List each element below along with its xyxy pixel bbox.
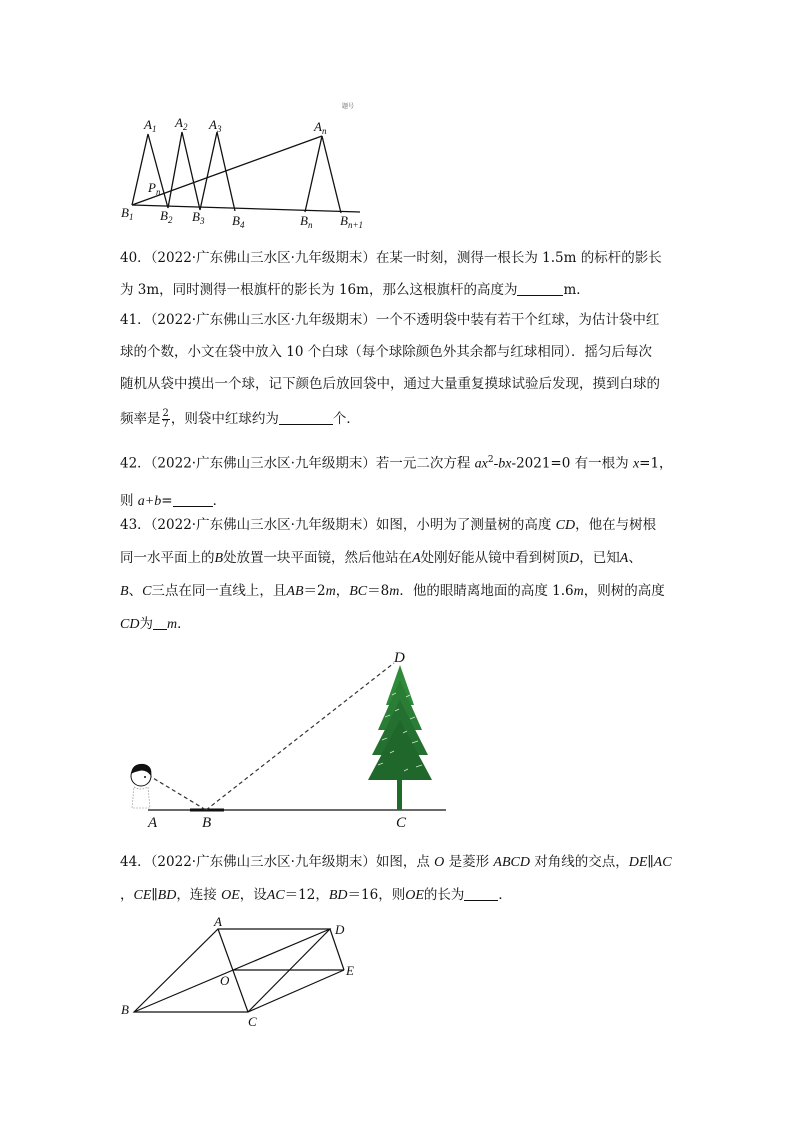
segment-ce bbox=[248, 970, 344, 1012]
q43-line1: 43．（2022·广东佛山三水区·九年级期末）如图，小明为了测量树的高度 CD，他在与树根 bbox=[120, 517, 657, 533]
answer-blank[interactable] bbox=[279, 410, 333, 425]
triangle-n bbox=[305, 136, 341, 213]
q42-line2: 则 a+b= ． bbox=[120, 492, 227, 509]
q43-line4: CD为 m． bbox=[120, 616, 191, 632]
q44-line1: 44．（2022·广东佛山三水区·九年级期末）如图，点 O 是菱形 ABCD 对角线的交点，DE∥AC bbox=[120, 854, 672, 870]
figure-tree-mirror bbox=[120, 645, 460, 830]
figure-rhombus bbox=[118, 915, 368, 1030]
question-40 bbox=[120, 242, 680, 306]
q41-line4: 频率是 $\frac{2}{7}$ ，则袋中红球约为 个． bbox=[120, 408, 360, 430]
label-b: B bbox=[202, 815, 212, 831]
label-b: B bbox=[121, 1002, 129, 1017]
fraction: $\frac{2}{7}$ bbox=[162, 408, 169, 430]
q42-line1: 42．（2022·广东佛山三水区·九年级期末）若一元二次方程 $ax^2-bx-2021=0$ 有一根为 x=1， bbox=[120, 455, 673, 472]
label-e: E bbox=[346, 963, 354, 978]
label-an: $A_n$ bbox=[314, 119, 327, 136]
tree-figure bbox=[368, 665, 432, 810]
q40-line1: 40．（2022·广东佛山三水区·九年级期末）在某一时刻，测得一根长为 1.5m 的标杆的影长 bbox=[120, 250, 662, 266]
label-d: D bbox=[335, 922, 345, 937]
label-b3: $B_3$ bbox=[192, 209, 205, 226]
zigzag-lines bbox=[132, 132, 360, 213]
label-a3: $A_3$ bbox=[209, 117, 222, 134]
q40-line2: 为 3m，同时测得一根旗杆的影长为 16m，那么这根旗杆的高度为 m． bbox=[120, 282, 590, 298]
label-o: O bbox=[220, 973, 230, 988]
q41-line1: 41．（2022·广东佛山三水区·九年级期末）一个不透明袋中装有若干个红球，为估计袋中红 bbox=[120, 312, 660, 328]
q44-line2: ，CE∥BD，连接 OE，设AC＝12，BD＝16，则OE的长为 ． bbox=[120, 887, 512, 903]
label-bn1: $B_{n+1}$ bbox=[340, 213, 364, 230]
diagonal-line bbox=[132, 136, 322, 205]
label-a2: $A_2$ bbox=[175, 115, 188, 132]
answer-blank[interactable] bbox=[153, 615, 167, 630]
label-b2: $B_2$ bbox=[160, 208, 173, 225]
label-c: C bbox=[396, 815, 407, 831]
q43-line2: 同一水平面上的B处放置一块平面镜，然后他站在A处刚好能从镜中看到树顶D，已知A、 bbox=[120, 550, 642, 566]
person-figure bbox=[131, 764, 151, 808]
label-a: A bbox=[148, 815, 158, 831]
label-a: A bbox=[214, 914, 222, 929]
label-b4: $B_4$ bbox=[232, 213, 245, 230]
corner-mark: 题号 bbox=[342, 104, 355, 110]
label-d: D bbox=[394, 650, 405, 666]
question-43 bbox=[120, 509, 680, 641]
label-pn: $P_n$ bbox=[148, 180, 161, 197]
q43-line3: B、C三点在同一直线上，且AB＝2m，BC＝8m．他的眼睛离地面的高度 1.6m，则树的高度 bbox=[120, 583, 665, 599]
question-44 bbox=[120, 846, 680, 912]
answer-blank[interactable] bbox=[464, 886, 498, 901]
label-bn: $B_n$ bbox=[300, 213, 313, 230]
question-42 bbox=[120, 444, 680, 518]
sight-line-mirror-tree bbox=[206, 663, 394, 810]
label-b1: $B_1$ bbox=[121, 205, 134, 222]
answer-blank[interactable] bbox=[517, 281, 563, 296]
figure-zigzag-triangles bbox=[118, 100, 378, 230]
q41-line3: 随机从袋中摸出一个球，记下颜色后放回袋中，通过大量重复摸球试验后发现，摸到白球的 bbox=[120, 376, 660, 392]
q41-line2: 球的个数，小文在袋中放入 10 个白球（每个球除颜色外其余都与红球相同）．摇匀后每次 bbox=[120, 344, 653, 360]
answer-blank[interactable] bbox=[173, 492, 213, 507]
label-a1: $A_1$ bbox=[144, 117, 157, 134]
question-41 bbox=[120, 304, 680, 438]
sight-line-eye-mirror bbox=[148, 775, 206, 810]
label-c: C bbox=[248, 1014, 257, 1029]
